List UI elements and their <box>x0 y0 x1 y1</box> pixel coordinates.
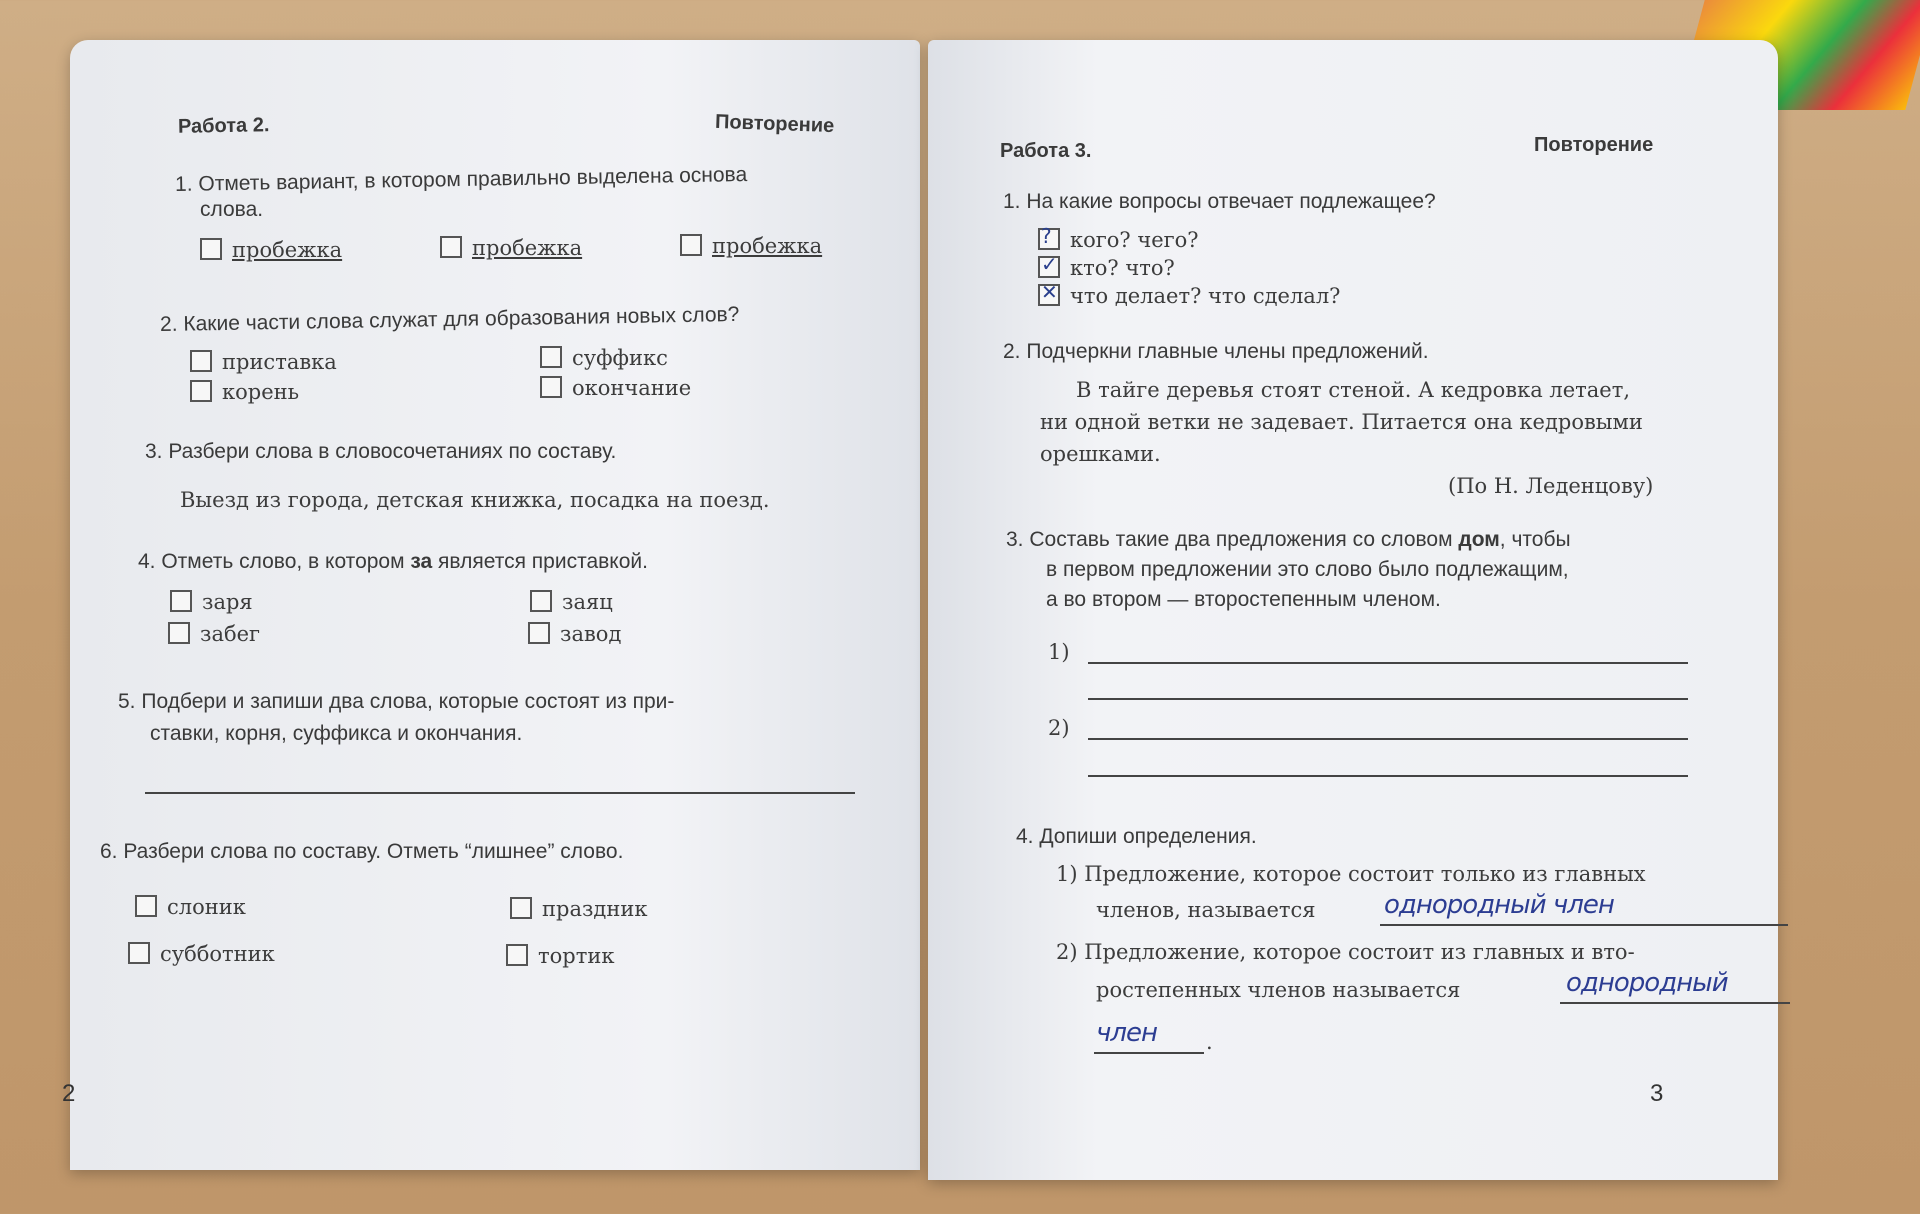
q6-option-1[interactable]: слоник <box>135 895 246 919</box>
checkbox[interactable] <box>680 234 702 256</box>
q3-answer-line-2b[interactable] <box>1088 775 1688 777</box>
cross-icon: ✕ <box>1041 280 1058 304</box>
q1-option-1[interactable]: пробежка <box>200 238 342 262</box>
q1-option-2[interactable]: ✓ кто? что? <box>1038 256 1175 280</box>
checkbox[interactable] <box>168 622 190 644</box>
q4-answer-line-2[interactable] <box>1560 1002 1790 1004</box>
q4-option-4[interactable]: завод <box>528 622 621 646</box>
work-title: Работа 3. <box>1000 140 1092 162</box>
right-page <box>928 40 1778 1180</box>
q3-number-1: 1) <box>1048 640 1070 664</box>
q3-answer-line-1b[interactable] <box>1088 698 1688 700</box>
q4-option-2[interactable]: заяц <box>530 590 613 614</box>
q4-text: 4. Допиши определения. <box>1016 825 1257 848</box>
q2-line-2: ни одной ветки не задевает. Питается она кедровыми <box>1040 410 1643 434</box>
checkbox[interactable] <box>530 590 552 612</box>
q3-answer-line-2[interactable] <box>1088 738 1688 740</box>
page-number: 3 <box>1650 1080 1664 1107</box>
q2-line-3: орешками. <box>1040 442 1161 466</box>
q3-phrase: Выезд из города, детская книжка, посадка на поезд. <box>180 488 770 512</box>
q4-option-1[interactable]: заря <box>170 590 253 614</box>
q4-def-2a: 2) Предложение, которое состоит из главных и вто- <box>1056 940 1635 964</box>
checkbox[interactable] <box>1038 224 1060 250</box>
q1-text-cont: слова. <box>200 198 264 221</box>
checkmark-icon: ✓ <box>1041 252 1058 276</box>
checkbox[interactable] <box>190 380 212 402</box>
checkbox[interactable] <box>1038 280 1060 306</box>
q2-option-3[interactable]: корень <box>190 380 299 404</box>
q3-answer-line-1[interactable] <box>1088 662 1688 664</box>
q3-text: 3. Разбери слова в словосочетаниях по составу. <box>145 440 617 463</box>
left-page <box>62 40 920 1170</box>
q4-period: . <box>1206 1030 1213 1054</box>
q3-text-line2: в первом предложении это слово было подлежащим, <box>1046 558 1569 581</box>
q2-option-2[interactable]: суффикс <box>540 346 668 370</box>
q2-source: (По Н. Леденцову) <box>1448 474 1654 498</box>
q1-option-1[interactable]: ? кого? чего? <box>1038 228 1199 252</box>
work-title: Работа 2. <box>177 114 270 138</box>
q2-option-1[interactable]: приставка <box>190 350 337 374</box>
q2-line-1: В тайге деревья стоят стеной. А кедровка летает, <box>1076 378 1631 402</box>
handwritten-answer-3: член <box>1096 1018 1157 1048</box>
q4-def-1a: 1) Предложение, которое состоит только из главных <box>1056 862 1646 886</box>
q1-option-3[interactable]: пробежка <box>680 234 822 258</box>
handwritten-answer-2: однородный <box>1566 968 1728 998</box>
checkbox[interactable] <box>440 236 462 258</box>
checkbox[interactable] <box>190 350 212 372</box>
q5-answer-line[interactable] <box>145 792 855 794</box>
handwritten-answer-1: однородный член <box>1384 890 1614 920</box>
q1-text: 1. Отметь вариант, в котором правильно выделена основа <box>174 163 748 196</box>
checkbox[interactable] <box>506 944 528 966</box>
q5-text-cont: ставки, корня, суффикса и окончания. <box>150 722 523 745</box>
page-number: 2 <box>62 1080 76 1107</box>
checkbox[interactable] <box>135 895 157 917</box>
q4-def-1b: членов, называется <box>1096 898 1316 922</box>
q1-text: 1. На какие вопросы отвечает подлежащее? <box>1003 190 1436 213</box>
checkbox[interactable] <box>510 897 532 919</box>
q6-option-4[interactable]: тортик <box>506 944 614 968</box>
checkbox[interactable] <box>170 590 192 612</box>
checkbox[interactable] <box>540 376 562 398</box>
q2-text: 2. Подчеркни главные члены предложений. <box>1003 340 1429 363</box>
q6-option-2[interactable]: праздник <box>510 897 647 921</box>
q2-option-4[interactable]: окончание <box>540 376 691 400</box>
q4-option-3[interactable]: забег <box>168 622 260 646</box>
checkbox[interactable] <box>1038 252 1060 278</box>
q5-text: 5. Подбери и запиши два слова, которые состоят из при- <box>118 690 675 713</box>
section-title: Повторение <box>1534 134 1654 156</box>
checkmark-icon: ? <box>1041 224 1052 248</box>
checkbox[interactable] <box>200 238 222 260</box>
checkbox[interactable] <box>528 622 550 644</box>
q3-text: 3. Составь такие два предложения со словом дом, чтобы <box>1006 528 1571 551</box>
q1-option-3[interactable]: ✕ что делает? что сделал? <box>1038 284 1340 308</box>
q1-option-2[interactable]: пробежка <box>440 236 582 260</box>
checkbox[interactable] <box>540 346 562 368</box>
q3-text-line3: а во втором — второстепенным членом. <box>1046 588 1441 611</box>
q2-text: 2. Какие части слова служат для образования новых слов? <box>159 302 740 337</box>
q4-text: 4. Отметь слово, в котором за является приставкой. <box>138 550 648 573</box>
checkbox[interactable] <box>128 942 150 964</box>
q6-option-3[interactable]: субботник <box>128 942 275 966</box>
q6-text: 6. Разбери слова по составу. Отметь “лишнее” слово. <box>100 840 624 863</box>
q4-answer-line-3[interactable] <box>1094 1052 1204 1054</box>
q4-def-2b: ростепенных членов называется <box>1096 978 1461 1002</box>
q4-answer-line-1[interactable] <box>1380 924 1788 926</box>
q3-number-2: 2) <box>1048 716 1070 740</box>
section-title: Повторение <box>714 110 835 138</box>
